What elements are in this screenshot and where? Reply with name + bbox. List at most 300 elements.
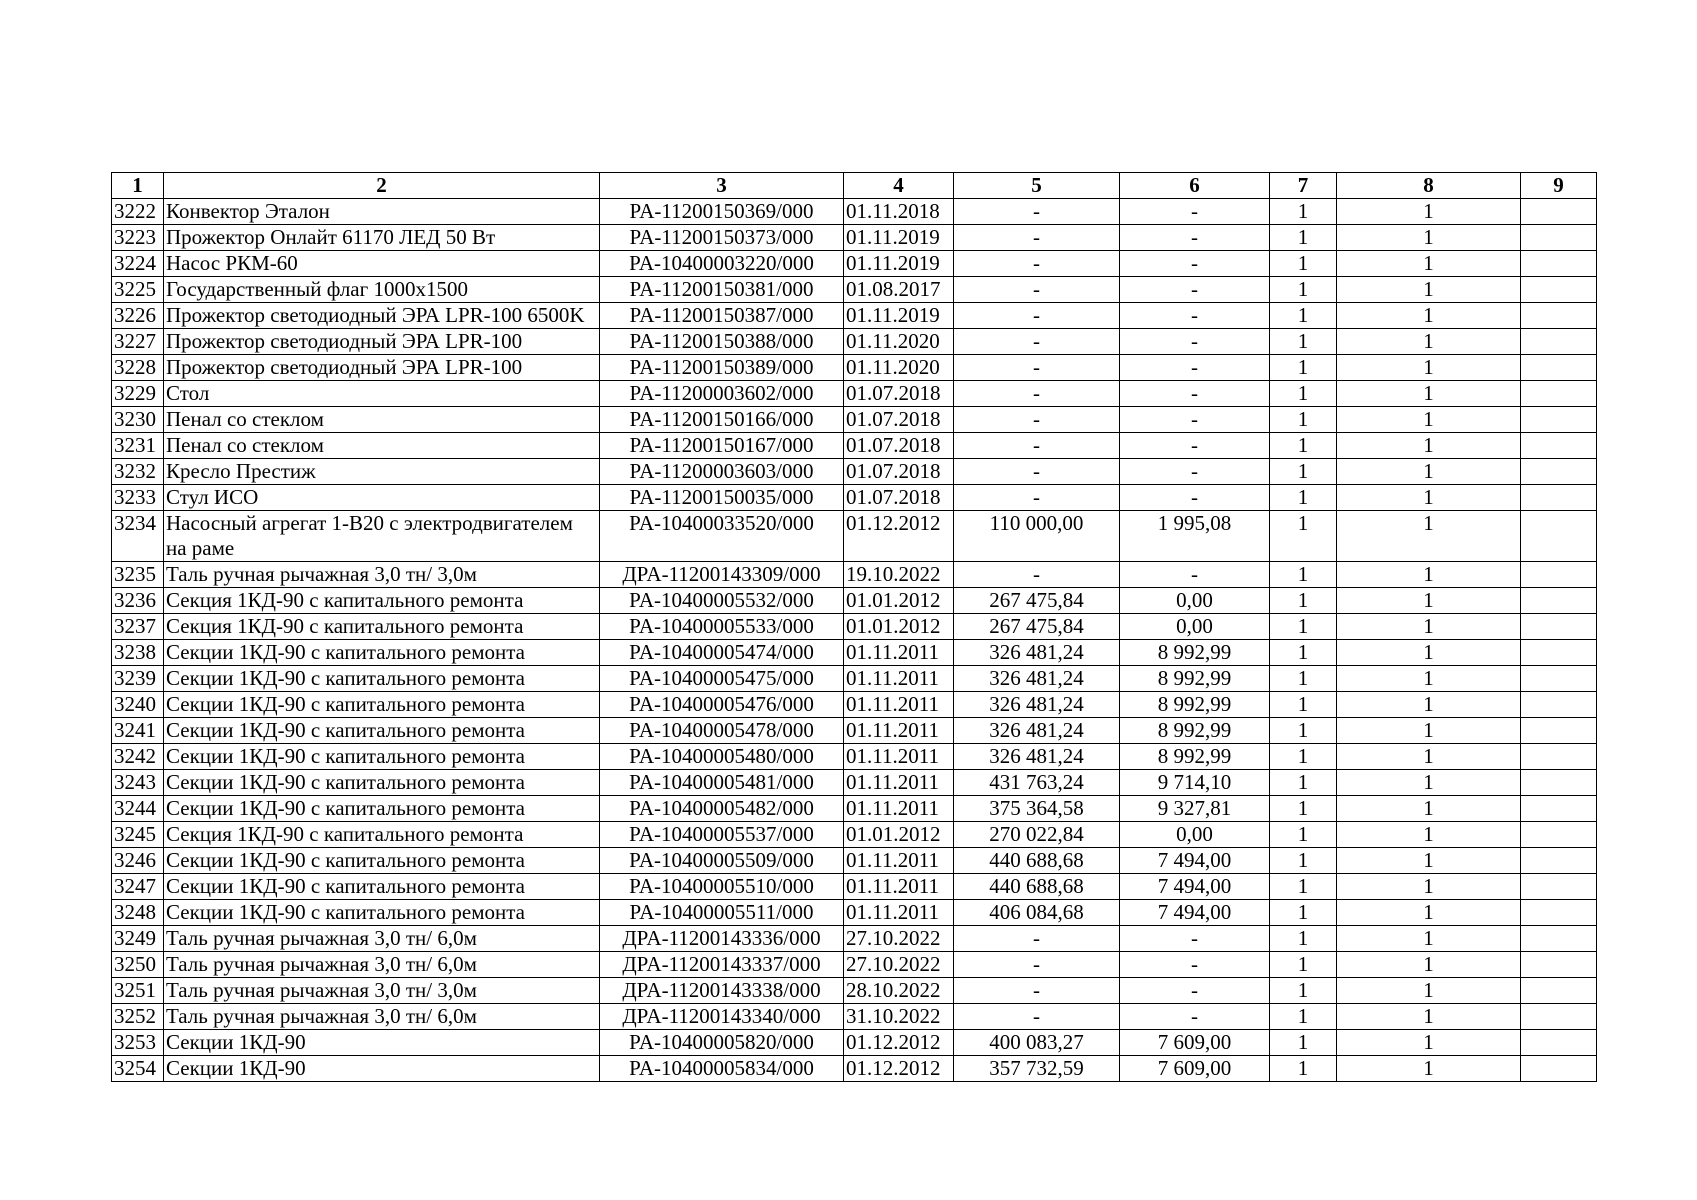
cell-date: 01.11.2019 bbox=[844, 225, 954, 251]
cell-date: 01.01.2012 bbox=[844, 614, 954, 640]
cell-initial-cost: - bbox=[954, 355, 1120, 381]
cell-note bbox=[1521, 848, 1597, 874]
cell-note bbox=[1521, 900, 1597, 926]
cell-note bbox=[1521, 381, 1597, 407]
cell-residual-cost: - bbox=[1120, 277, 1270, 303]
table-row bbox=[112, 381, 1597, 407]
cell-row-number: 3228 bbox=[112, 355, 164, 381]
cell-note bbox=[1521, 692, 1597, 718]
cell-item-name: Секции 1КД-90 bbox=[164, 1056, 600, 1082]
cell-item-name: Прожектор светодиодный ЭРА LPR-100 bbox=[164, 355, 600, 381]
cell-item-name: Кресло Престиж bbox=[164, 459, 600, 485]
cell-inventory-number: PA-11200150167/000 bbox=[600, 433, 844, 459]
column-header: 9 bbox=[1521, 173, 1597, 199]
table-row bbox=[112, 666, 1597, 692]
column-header: 7 bbox=[1270, 173, 1337, 199]
cell-residual-cost: 8 992,99 bbox=[1120, 640, 1270, 666]
column-header: 1 bbox=[112, 173, 164, 199]
cell-quantity-accounted: 1 bbox=[1270, 407, 1337, 433]
cell-note bbox=[1521, 355, 1597, 381]
cell-note bbox=[1521, 744, 1597, 770]
cell-quantity-accounted: 1 bbox=[1270, 744, 1337, 770]
cell-inventory-number: PA-11200150035/000 bbox=[600, 485, 844, 511]
table-row bbox=[112, 874, 1597, 900]
column-header: 2 bbox=[164, 173, 600, 199]
cell-residual-cost: - bbox=[1120, 329, 1270, 355]
cell-inventory-number: PA-10400033520/000 bbox=[600, 511, 844, 562]
cell-initial-cost: 110 000,00 bbox=[954, 511, 1120, 562]
cell-residual-cost: - bbox=[1120, 407, 1270, 433]
cell-initial-cost: - bbox=[954, 459, 1120, 485]
cell-inventory-number: PA-11200150388/000 bbox=[600, 329, 844, 355]
cell-row-number: 3234 bbox=[112, 511, 164, 562]
cell-inventory-number: PA-10400005475/000 bbox=[600, 666, 844, 692]
cell-quantity-actual: 1 bbox=[1337, 459, 1521, 485]
table-row bbox=[112, 848, 1597, 874]
asset-table bbox=[111, 172, 1597, 1082]
cell-initial-cost: - bbox=[954, 329, 1120, 355]
cell-inventory-number: ДPA-11200143340/000 bbox=[600, 1004, 844, 1030]
cell-quantity-accounted: 1 bbox=[1270, 1004, 1337, 1030]
cell-inventory-number: ДPA-11200143336/000 bbox=[600, 926, 844, 952]
cell-row-number: 3231 bbox=[112, 433, 164, 459]
cell-initial-cost: 267 475,84 bbox=[954, 614, 1120, 640]
cell-quantity-actual: 1 bbox=[1337, 485, 1521, 511]
cell-note bbox=[1521, 459, 1597, 485]
cell-date: 27.10.2022 bbox=[844, 926, 954, 952]
cell-quantity-accounted: 1 bbox=[1270, 485, 1337, 511]
cell-inventory-number: PA-11200150373/000 bbox=[600, 225, 844, 251]
cell-residual-cost: - bbox=[1120, 562, 1270, 588]
cell-inventory-number: PA-11200003603/000 bbox=[600, 459, 844, 485]
cell-item-name: Секции 1КД-90 с капитального ремонта bbox=[164, 796, 600, 822]
cell-quantity-actual: 1 bbox=[1337, 329, 1521, 355]
cell-quantity-actual: 1 bbox=[1337, 796, 1521, 822]
cell-row-number: 3236 bbox=[112, 588, 164, 614]
cell-quantity-accounted: 1 bbox=[1270, 251, 1337, 277]
cell-initial-cost: 326 481,24 bbox=[954, 692, 1120, 718]
cell-row-number: 3232 bbox=[112, 459, 164, 485]
cell-inventory-number: PA-10400005537/000 bbox=[600, 822, 844, 848]
cell-initial-cost: - bbox=[954, 303, 1120, 329]
cell-item-name: Секции 1КД-90 с капитального ремонта bbox=[164, 744, 600, 770]
cell-item-name: Пенал со стеклом bbox=[164, 433, 600, 459]
cell-quantity-accounted: 1 bbox=[1270, 692, 1337, 718]
table-row bbox=[112, 329, 1597, 355]
cell-quantity-accounted: 1 bbox=[1270, 952, 1337, 978]
cell-item-name: Пенал со стеклом bbox=[164, 407, 600, 433]
table-row bbox=[112, 355, 1597, 381]
cell-initial-cost: 267 475,84 bbox=[954, 588, 1120, 614]
cell-note bbox=[1521, 562, 1597, 588]
cell-quantity-accounted: 1 bbox=[1270, 303, 1337, 329]
cell-item-name: Таль ручная рычажная 3,0 тн/ 3,0м bbox=[164, 562, 600, 588]
cell-date: 01.11.2011 bbox=[844, 666, 954, 692]
cell-row-number: 3250 bbox=[112, 952, 164, 978]
cell-quantity-accounted: 1 bbox=[1270, 381, 1337, 407]
cell-quantity-actual: 1 bbox=[1337, 588, 1521, 614]
cell-row-number: 3243 bbox=[112, 770, 164, 796]
cell-quantity-actual: 1 bbox=[1337, 718, 1521, 744]
cell-quantity-actual: 1 bbox=[1337, 848, 1521, 874]
cell-note bbox=[1521, 199, 1597, 225]
cell-inventory-number: PA-10400005482/000 bbox=[600, 796, 844, 822]
cell-item-name: Прожектор светодиодный ЭРА LPR-100 bbox=[164, 329, 600, 355]
cell-row-number: 3225 bbox=[112, 277, 164, 303]
table-row bbox=[112, 562, 1597, 588]
cell-row-number: 3227 bbox=[112, 329, 164, 355]
cell-quantity-accounted: 1 bbox=[1270, 225, 1337, 251]
cell-initial-cost: 326 481,24 bbox=[954, 640, 1120, 666]
cell-initial-cost: - bbox=[954, 251, 1120, 277]
table-row bbox=[112, 433, 1597, 459]
cell-date: 31.10.2022 bbox=[844, 1004, 954, 1030]
cell-quantity-actual: 1 bbox=[1337, 744, 1521, 770]
table-row bbox=[112, 277, 1597, 303]
table-row bbox=[112, 796, 1597, 822]
cell-quantity-accounted: 1 bbox=[1270, 1056, 1337, 1082]
cell-date: 28.10.2022 bbox=[844, 978, 954, 1004]
cell-date: 01.07.2018 bbox=[844, 407, 954, 433]
cell-quantity-actual: 1 bbox=[1337, 407, 1521, 433]
cell-item-name: Насос РКМ-60 bbox=[164, 251, 600, 277]
cell-item-name: Секция 1КД-90 с капитального ремонта bbox=[164, 588, 600, 614]
cell-item-name: Прожектор светодиодный ЭРА LPR-100 6500K bbox=[164, 303, 600, 329]
cell-item-name: Таль ручная рычажная 3,0 тн/ 3,0м bbox=[164, 978, 600, 1004]
cell-date: 01.07.2018 bbox=[844, 459, 954, 485]
cell-residual-cost: - bbox=[1120, 485, 1270, 511]
cell-initial-cost: - bbox=[954, 562, 1120, 588]
cell-quantity-actual: 1 bbox=[1337, 1030, 1521, 1056]
cell-initial-cost: - bbox=[954, 978, 1120, 1004]
column-header: 8 bbox=[1337, 173, 1521, 199]
cell-item-name: Таль ручная рычажная 3,0 тн/ 6,0м bbox=[164, 1004, 600, 1030]
cell-inventory-number: PA-10400005533/000 bbox=[600, 614, 844, 640]
cell-quantity-accounted: 1 bbox=[1270, 614, 1337, 640]
cell-item-name: Стол bbox=[164, 381, 600, 407]
cell-initial-cost: - bbox=[954, 199, 1120, 225]
cell-row-number: 3230 bbox=[112, 407, 164, 433]
cell-date: 01.01.2012 bbox=[844, 588, 954, 614]
table-row bbox=[112, 822, 1597, 848]
cell-initial-cost: - bbox=[954, 225, 1120, 251]
cell-row-number: 3233 bbox=[112, 485, 164, 511]
cell-date: 01.11.2011 bbox=[844, 770, 954, 796]
cell-quantity-accounted: 1 bbox=[1270, 796, 1337, 822]
cell-quantity-actual: 1 bbox=[1337, 381, 1521, 407]
cell-row-number: 3240 bbox=[112, 692, 164, 718]
cell-residual-cost: - bbox=[1120, 926, 1270, 952]
cell-note bbox=[1521, 1004, 1597, 1030]
cell-quantity-accounted: 1 bbox=[1270, 978, 1337, 1004]
table-row bbox=[112, 900, 1597, 926]
cell-residual-cost: - bbox=[1120, 433, 1270, 459]
cell-date: 01.08.2017 bbox=[844, 277, 954, 303]
cell-row-number: 3239 bbox=[112, 666, 164, 692]
cell-row-number: 3246 bbox=[112, 848, 164, 874]
table-row bbox=[112, 511, 1597, 562]
cell-residual-cost: 0,00 bbox=[1120, 822, 1270, 848]
cell-date: 01.07.2018 bbox=[844, 433, 954, 459]
cell-note bbox=[1521, 433, 1597, 459]
table-row bbox=[112, 459, 1597, 485]
table-row bbox=[112, 303, 1597, 329]
cell-inventory-number: PA-10400005509/000 bbox=[600, 848, 844, 874]
cell-row-number: 3224 bbox=[112, 251, 164, 277]
cell-item-name: Прожектор Онлайт 61170 ЛЕД 50 Вт bbox=[164, 225, 600, 251]
cell-residual-cost: - bbox=[1120, 225, 1270, 251]
cell-residual-cost: - bbox=[1120, 1004, 1270, 1030]
table-row bbox=[112, 407, 1597, 433]
cell-residual-cost: 0,00 bbox=[1120, 588, 1270, 614]
cell-residual-cost: - bbox=[1120, 303, 1270, 329]
cell-date: 19.10.2022 bbox=[844, 562, 954, 588]
cell-quantity-accounted: 1 bbox=[1270, 718, 1337, 744]
cell-quantity-actual: 1 bbox=[1337, 822, 1521, 848]
cell-note bbox=[1521, 407, 1597, 433]
cell-quantity-actual: 1 bbox=[1337, 355, 1521, 381]
cell-item-name: Государственный флаг 1000x1500 bbox=[164, 277, 600, 303]
cell-note bbox=[1521, 640, 1597, 666]
cell-quantity-actual: 1 bbox=[1337, 640, 1521, 666]
cell-date: 01.11.2011 bbox=[844, 900, 954, 926]
cell-inventory-number: ДPA-11200143338/000 bbox=[600, 978, 844, 1004]
cell-inventory-number: ДPA-11200143337/000 bbox=[600, 952, 844, 978]
cell-residual-cost: - bbox=[1120, 459, 1270, 485]
table-row bbox=[112, 978, 1597, 1004]
cell-note bbox=[1521, 1030, 1597, 1056]
cell-inventory-number: PA-11200150381/000 bbox=[600, 277, 844, 303]
cell-note bbox=[1521, 796, 1597, 822]
cell-row-number: 3249 bbox=[112, 926, 164, 952]
cell-note bbox=[1521, 277, 1597, 303]
cell-residual-cost: 1 995,08 bbox=[1120, 511, 1270, 562]
cell-initial-cost: 440 688,68 bbox=[954, 874, 1120, 900]
cell-quantity-actual: 1 bbox=[1337, 926, 1521, 952]
cell-row-number: 3254 bbox=[112, 1056, 164, 1082]
cell-inventory-number: PA-10400005511/000 bbox=[600, 900, 844, 926]
cell-inventory-number: PA-10400005478/000 bbox=[600, 718, 844, 744]
cell-residual-cost: - bbox=[1120, 199, 1270, 225]
cell-item-name: Таль ручная рычажная 3,0 тн/ 6,0м bbox=[164, 926, 600, 952]
cell-date: 01.07.2018 bbox=[844, 485, 954, 511]
cell-quantity-actual: 1 bbox=[1337, 770, 1521, 796]
cell-item-name: Секция 1КД-90 с капитального ремонта bbox=[164, 614, 600, 640]
cell-note bbox=[1521, 926, 1597, 952]
cell-item-name: Секции 1КД-90 с капитального ремонта bbox=[164, 640, 600, 666]
cell-residual-cost: 7 609,00 bbox=[1120, 1030, 1270, 1056]
cell-item-name: Секции 1КД-90 с капитального ремонта bbox=[164, 692, 600, 718]
cell-initial-cost: 440 688,68 bbox=[954, 848, 1120, 874]
cell-row-number: 3244 bbox=[112, 796, 164, 822]
cell-date: 01.11.2011 bbox=[844, 796, 954, 822]
cell-item-name: Секция 1КД-90 с капитального ремонта bbox=[164, 822, 600, 848]
cell-row-number: 3238 bbox=[112, 640, 164, 666]
table-row bbox=[112, 251, 1597, 277]
cell-inventory-number: PA-10400005834/000 bbox=[600, 1056, 844, 1082]
table-row bbox=[112, 718, 1597, 744]
cell-quantity-accounted: 1 bbox=[1270, 329, 1337, 355]
cell-quantity-actual: 1 bbox=[1337, 874, 1521, 900]
cell-quantity-accounted: 1 bbox=[1270, 562, 1337, 588]
cell-quantity-accounted: 1 bbox=[1270, 770, 1337, 796]
cell-quantity-actual: 1 bbox=[1337, 1056, 1521, 1082]
cell-item-name: Секции 1КД-90 с капитального ремонта bbox=[164, 874, 600, 900]
cell-date: 01.12.2012 bbox=[844, 1030, 954, 1056]
table-row bbox=[112, 614, 1597, 640]
cell-date: 01.11.2011 bbox=[844, 848, 954, 874]
cell-note bbox=[1521, 251, 1597, 277]
cell-initial-cost: - bbox=[954, 381, 1120, 407]
cell-row-number: 3237 bbox=[112, 614, 164, 640]
cell-date: 01.12.2012 bbox=[844, 1056, 954, 1082]
cell-quantity-accounted: 1 bbox=[1270, 433, 1337, 459]
cell-date: 01.01.2012 bbox=[844, 822, 954, 848]
cell-quantity-accounted: 1 bbox=[1270, 459, 1337, 485]
cell-quantity-accounted: 1 bbox=[1270, 511, 1337, 562]
cell-note bbox=[1521, 718, 1597, 744]
cell-date: 01.11.2011 bbox=[844, 744, 954, 770]
cell-quantity-actual: 1 bbox=[1337, 199, 1521, 225]
table-row bbox=[112, 926, 1597, 952]
cell-initial-cost: 357 732,59 bbox=[954, 1056, 1120, 1082]
cell-date: 01.11.2011 bbox=[844, 874, 954, 900]
cell-residual-cost: 0,00 bbox=[1120, 614, 1270, 640]
cell-quantity-accounted: 1 bbox=[1270, 822, 1337, 848]
cell-inventory-number: PA-11200150387/000 bbox=[600, 303, 844, 329]
cell-row-number: 3245 bbox=[112, 822, 164, 848]
column-header: 5 bbox=[954, 173, 1120, 199]
cell-residual-cost: - bbox=[1120, 978, 1270, 1004]
cell-inventory-number: PA-10400005820/000 bbox=[600, 1030, 844, 1056]
table-row bbox=[112, 1056, 1597, 1082]
cell-note bbox=[1521, 303, 1597, 329]
cell-quantity-actual: 1 bbox=[1337, 511, 1521, 562]
cell-date: 01.11.2019 bbox=[844, 303, 954, 329]
cell-date: 01.11.2011 bbox=[844, 692, 954, 718]
cell-note bbox=[1521, 1056, 1597, 1082]
cell-note bbox=[1521, 978, 1597, 1004]
table-row bbox=[112, 744, 1597, 770]
cell-item-name: Секции 1КД-90 с капитального ремонта bbox=[164, 900, 600, 926]
column-header: 4 bbox=[844, 173, 954, 199]
cell-quantity-accounted: 1 bbox=[1270, 277, 1337, 303]
cell-residual-cost: - bbox=[1120, 381, 1270, 407]
cell-row-number: 3241 bbox=[112, 718, 164, 744]
cell-row-number: 3235 bbox=[112, 562, 164, 588]
cell-residual-cost: 8 992,99 bbox=[1120, 666, 1270, 692]
cell-quantity-accounted: 1 bbox=[1270, 355, 1337, 381]
cell-item-name: Секции 1КД-90 bbox=[164, 1030, 600, 1056]
cell-row-number: 3223 bbox=[112, 225, 164, 251]
cell-row-number: 3226 bbox=[112, 303, 164, 329]
cell-initial-cost: - bbox=[954, 277, 1120, 303]
cell-quantity-accounted: 1 bbox=[1270, 926, 1337, 952]
table-row bbox=[112, 770, 1597, 796]
cell-quantity-actual: 1 bbox=[1337, 1004, 1521, 1030]
cell-note bbox=[1521, 666, 1597, 692]
cell-initial-cost: 375 364,58 bbox=[954, 796, 1120, 822]
cell-residual-cost: 7 494,00 bbox=[1120, 874, 1270, 900]
table-body bbox=[112, 199, 1597, 1082]
cell-inventory-number: PA-10400005480/000 bbox=[600, 744, 844, 770]
cell-date: 01.11.2020 bbox=[844, 355, 954, 381]
cell-initial-cost: - bbox=[954, 1004, 1120, 1030]
cell-initial-cost: - bbox=[954, 433, 1120, 459]
cell-note bbox=[1521, 770, 1597, 796]
cell-quantity-accounted: 1 bbox=[1270, 666, 1337, 692]
column-header: 6 bbox=[1120, 173, 1270, 199]
cell-initial-cost: - bbox=[954, 926, 1120, 952]
cell-row-number: 3251 bbox=[112, 978, 164, 1004]
cell-initial-cost: 406 084,68 bbox=[954, 900, 1120, 926]
cell-row-number: 3222 bbox=[112, 199, 164, 225]
cell-row-number: 3248 bbox=[112, 900, 164, 926]
cell-note bbox=[1521, 614, 1597, 640]
cell-residual-cost: 8 992,99 bbox=[1120, 718, 1270, 744]
cell-quantity-accounted: 1 bbox=[1270, 874, 1337, 900]
table-row bbox=[112, 485, 1597, 511]
cell-item-name: Секции 1КД-90 с капитального ремонта bbox=[164, 848, 600, 874]
cell-quantity-actual: 1 bbox=[1337, 251, 1521, 277]
cell-initial-cost: 270 022,84 bbox=[954, 822, 1120, 848]
cell-inventory-number: PA-10400005481/000 bbox=[600, 770, 844, 796]
cell-quantity-accounted: 1 bbox=[1270, 900, 1337, 926]
cell-inventory-number: PA-10400005474/000 bbox=[600, 640, 844, 666]
cell-inventory-number: PA-10400005510/000 bbox=[600, 874, 844, 900]
cell-item-name: Таль ручная рычажная 3,0 тн/ 6,0м bbox=[164, 952, 600, 978]
cell-initial-cost: 431 763,24 bbox=[954, 770, 1120, 796]
cell-inventory-number: ДPA-11200143309/000 bbox=[600, 562, 844, 588]
column-header: 3 bbox=[600, 173, 844, 199]
cell-residual-cost: 8 992,99 bbox=[1120, 692, 1270, 718]
cell-residual-cost: 7 609,00 bbox=[1120, 1056, 1270, 1082]
cell-item-name: Секции 1КД-90 с капитального ремонта bbox=[164, 718, 600, 744]
cell-inventory-number: PA-11200003602/000 bbox=[600, 381, 844, 407]
cell-date: 01.11.2011 bbox=[844, 718, 954, 744]
cell-quantity-actual: 1 bbox=[1337, 692, 1521, 718]
cell-item-name: Конвектор Эталон bbox=[164, 199, 600, 225]
cell-residual-cost: 9 327,81 bbox=[1120, 796, 1270, 822]
cell-quantity-actual: 1 bbox=[1337, 277, 1521, 303]
table-row bbox=[112, 1030, 1597, 1056]
cell-date: 01.11.2019 bbox=[844, 251, 954, 277]
table-row bbox=[112, 225, 1597, 251]
cell-quantity-actual: 1 bbox=[1337, 900, 1521, 926]
cell-quantity-accounted: 1 bbox=[1270, 640, 1337, 666]
cell-quantity-actual: 1 bbox=[1337, 952, 1521, 978]
cell-note bbox=[1521, 329, 1597, 355]
cell-note bbox=[1521, 511, 1597, 562]
cell-row-number: 3253 bbox=[112, 1030, 164, 1056]
cell-residual-cost: 9 714,10 bbox=[1120, 770, 1270, 796]
cell-residual-cost: - bbox=[1120, 952, 1270, 978]
cell-initial-cost: - bbox=[954, 407, 1120, 433]
cell-initial-cost: - bbox=[954, 485, 1120, 511]
cell-residual-cost: 7 494,00 bbox=[1120, 900, 1270, 926]
cell-note bbox=[1521, 952, 1597, 978]
cell-inventory-number: PA-10400005476/000 bbox=[600, 692, 844, 718]
cell-date: 01.11.2011 bbox=[844, 640, 954, 666]
table-row bbox=[112, 692, 1597, 718]
table-row bbox=[112, 640, 1597, 666]
cell-residual-cost: 8 992,99 bbox=[1120, 744, 1270, 770]
cell-date: 01.07.2018 bbox=[844, 381, 954, 407]
cell-item-name: Секции 1КД-90 с капитального ремонта bbox=[164, 770, 600, 796]
cell-inventory-number: PA-11200150389/000 bbox=[600, 355, 844, 381]
cell-row-number: 3229 bbox=[112, 381, 164, 407]
cell-note bbox=[1521, 225, 1597, 251]
